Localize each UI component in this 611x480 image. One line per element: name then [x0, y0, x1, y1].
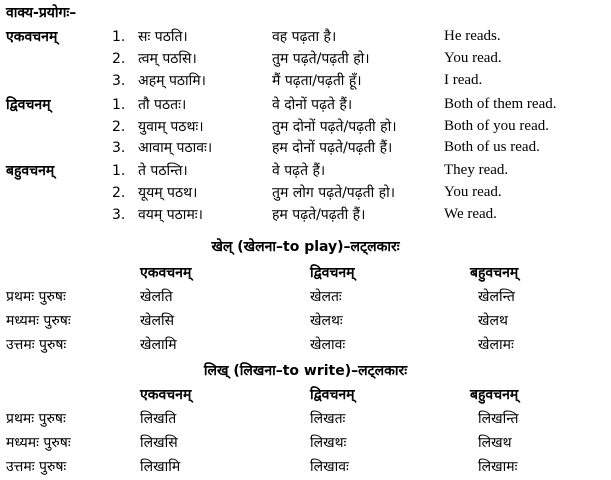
example-english: They read. — [444, 162, 509, 178]
row-label-second-person: मध्यमः पुरुषः — [6, 313, 71, 329]
section-title: वाक्य-प्रयोगः– — [6, 5, 77, 21]
example-english: He reads. — [444, 28, 501, 44]
table-cell: लिखावः — [310, 459, 349, 475]
example-sanskrit: सः पठति। — [138, 29, 188, 45]
table-cell: लिखन्ति — [478, 411, 519, 427]
example-number: 1. — [112, 163, 126, 179]
group-label-singular: एकवचनम् — [6, 29, 58, 45]
example-hindi: तुम दोनों पढ़ते/पढ़ती हो। — [272, 119, 397, 135]
row-label-first-person: उत्तमः पुरुषः — [6, 337, 67, 353]
example-sanskrit: आवाम् पठावः। — [138, 140, 213, 156]
example-hindi: तुम लोग पढ़ते/पढ़ती हो। — [272, 185, 396, 201]
example-hindi: मैं पढ़ता/पढ़ती हूँ। — [272, 73, 362, 89]
table-cell: खेलति — [140, 289, 173, 305]
table-cell: खेलावः — [310, 337, 346, 353]
column-header-plural: बहुवचनम् — [470, 265, 519, 281]
example-english: We read. — [444, 206, 497, 222]
example-number: 1. — [112, 97, 126, 113]
example-number: 2. — [112, 51, 126, 67]
row-label-third-person: प्रथमः पुरुषः — [6, 411, 66, 427]
example-hindi: हम पढ़ते/पढ़ती हैं। — [272, 207, 366, 223]
table-cell: लिखसि — [140, 435, 178, 451]
example-number: 3. — [112, 207, 126, 223]
example-hindi: वह पढ़ता है। — [272, 29, 337, 45]
table-cell: खेलामः — [478, 337, 514, 353]
table-cell: लिखतः — [310, 411, 346, 427]
column-header-dual: द्विवचनम् — [310, 387, 355, 403]
table-cell: खेलन्ति — [478, 289, 515, 305]
example-english: You read. — [444, 50, 502, 66]
group-label-dual: द्विवचनम् — [6, 97, 51, 113]
table-cell: खेलथः — [310, 313, 343, 329]
conjugation-title-likh: लिख् (लिखना–to write)–लट्लकारः — [203, 363, 408, 379]
column-header-singular: एकवचनम् — [140, 387, 192, 403]
table-cell: लिखति — [140, 411, 177, 427]
table-cell: लिखामः — [478, 459, 518, 475]
example-hindi: हम दोनों पढ़ते/पढ़ती हैं। — [272, 140, 393, 156]
table-cell: खेलसि — [140, 313, 175, 329]
column-header-plural: बहुवचनम् — [470, 387, 519, 403]
example-sanskrit: वयम् पठामः। — [138, 207, 203, 223]
example-hindi: वे पढ़ते हैं। — [272, 163, 326, 179]
table-cell: लिखथ — [478, 435, 512, 451]
example-number: 3. — [112, 73, 126, 89]
example-sanskrit: युवाम् पठथः। — [138, 119, 204, 135]
example-sanskrit: अहम् पठामि। — [138, 73, 206, 89]
column-header-dual: द्विवचनम् — [310, 265, 355, 281]
example-sanskrit: यूयम् पठथ। — [138, 185, 198, 201]
example-english: I read. — [444, 72, 483, 88]
example-number: 1. — [112, 29, 126, 45]
table-cell: लिखामि — [140, 459, 181, 475]
conjugation-title-khel: खेल् (खेलना–to play)–लट्लकारः — [211, 239, 400, 255]
example-english: Both of us read. — [444, 139, 540, 155]
example-sanskrit: त्वम् पठसि। — [138, 51, 197, 67]
example-number: 2. — [112, 119, 126, 135]
example-sanskrit: तौ पठतः। — [138, 97, 187, 113]
group-label-plural: बहुवचनम् — [6, 163, 55, 179]
example-number: 3. — [112, 140, 126, 156]
example-english: You read. — [444, 184, 502, 200]
example-number: 2. — [112, 185, 126, 201]
table-cell: लिखथः — [310, 435, 347, 451]
table-cell: खेलथ — [478, 313, 508, 329]
example-english: Both of them read. — [444, 96, 557, 112]
row-label-second-person: मध्यमः पुरुषः — [6, 435, 71, 451]
table-cell: खेलामि — [140, 337, 177, 353]
example-english: Both of you read. — [444, 118, 549, 134]
example-hindi: तुम पढ़ते/पढ़ती हो। — [272, 51, 370, 67]
row-label-first-person: उत्तमः पुरुषः — [6, 459, 67, 475]
column-header-singular: एकवचनम् — [140, 265, 192, 281]
example-hindi: वे दोनों पढ़ते हैं। — [272, 97, 353, 113]
row-label-third-person: प्रथमः पुरुषः — [6, 289, 66, 305]
table-cell: खेलतः — [310, 289, 342, 305]
example-sanskrit: ते पठन्ति। — [138, 163, 188, 179]
